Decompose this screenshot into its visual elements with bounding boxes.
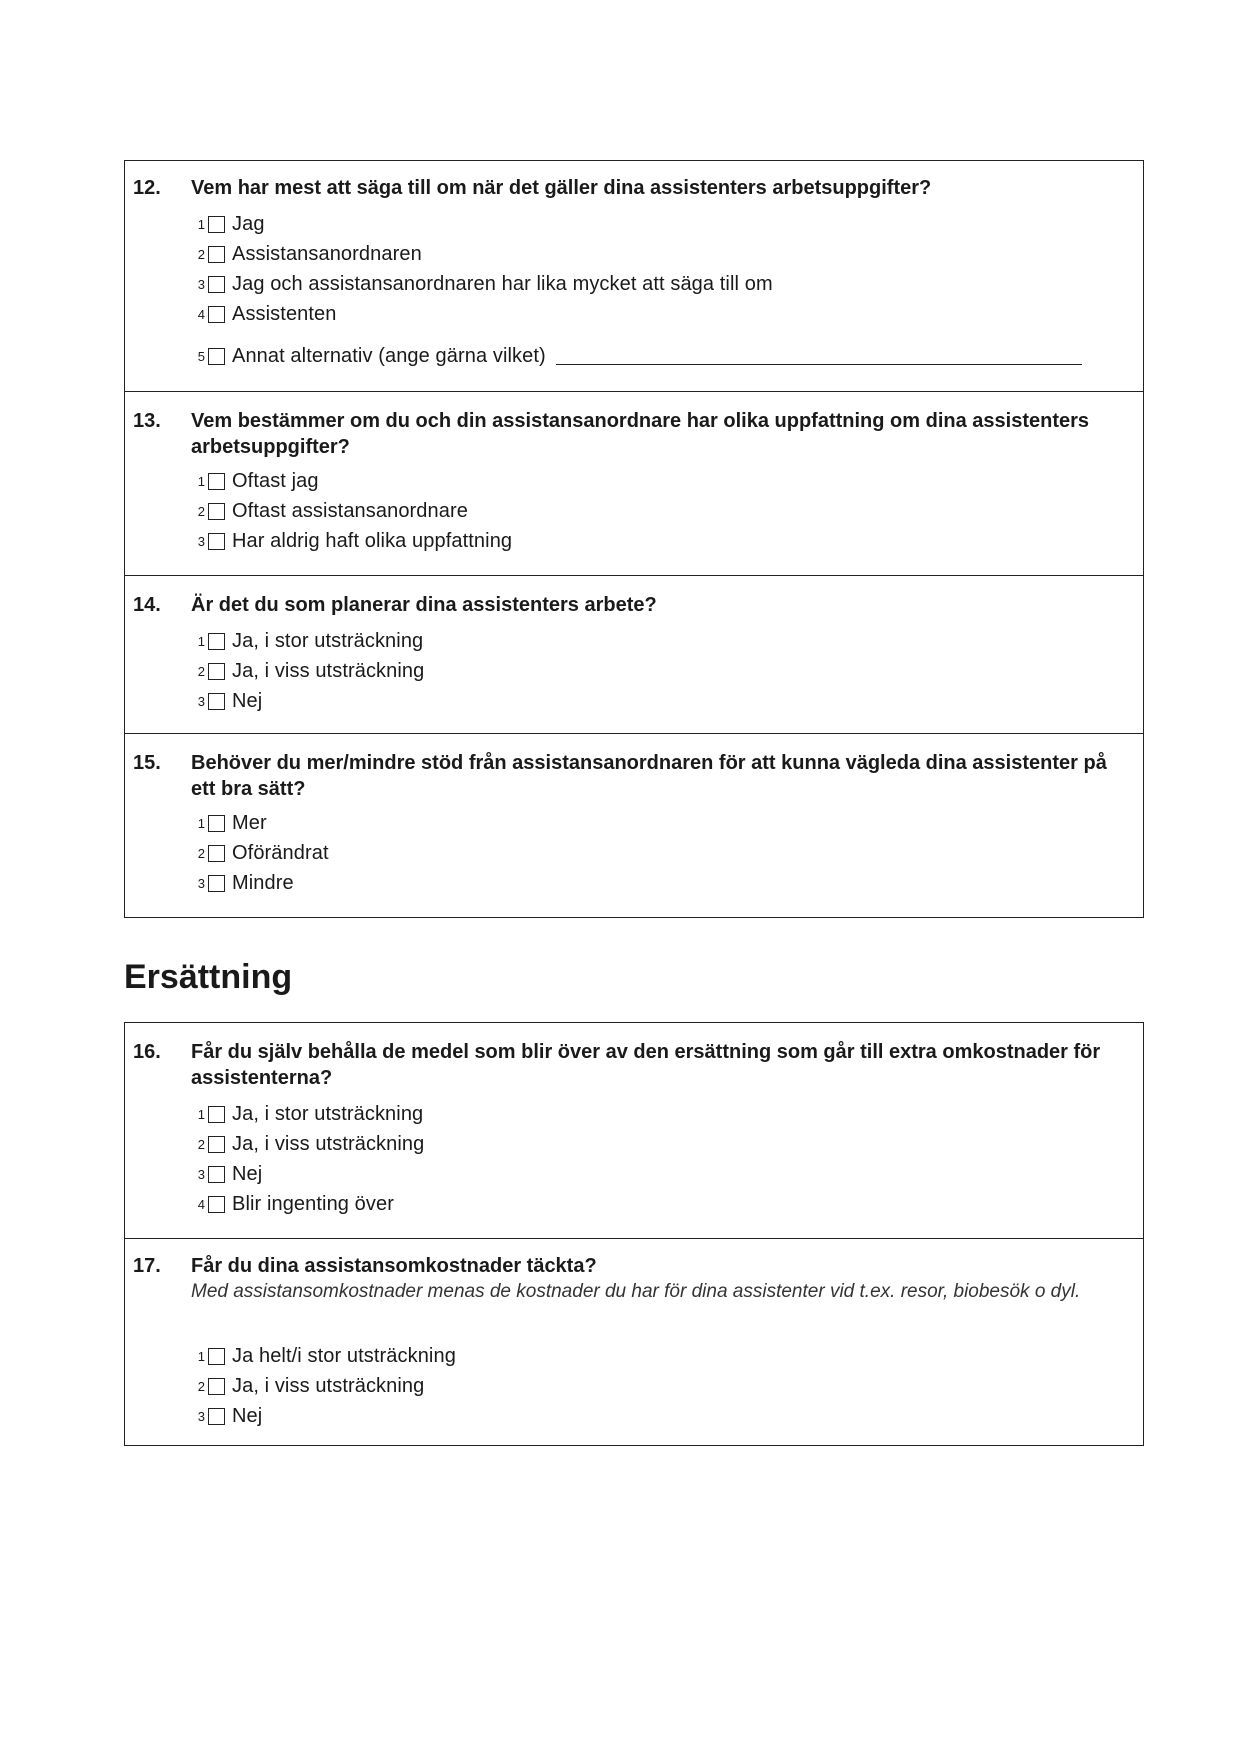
option-number: 4 <box>197 1196 205 1212</box>
option-number: 3 <box>197 533 205 549</box>
option-label: Oftast jag <box>232 469 319 492</box>
option-row <box>191 1131 424 1157</box>
checkbox[interactable] <box>208 1106 225 1123</box>
checkbox[interactable] <box>208 246 225 263</box>
option-number: 1 <box>197 633 205 649</box>
option-label: Nej <box>232 689 263 712</box>
checkbox[interactable] <box>208 1166 225 1183</box>
option-row <box>191 1373 424 1399</box>
option-number: 3 <box>197 1166 205 1182</box>
option-number: 3 <box>197 875 205 891</box>
checkbox[interactable] <box>208 216 225 233</box>
option-label: Jag och assistansanordnaren har lika mycket att säga till om <box>232 272 773 295</box>
checkbox[interactable] <box>208 633 225 650</box>
option-number: 1 <box>197 1106 205 1122</box>
checkbox[interactable] <box>208 348 225 365</box>
checkbox[interactable] <box>208 815 225 832</box>
option-number: 1 <box>197 473 205 489</box>
checkbox[interactable] <box>208 1408 225 1425</box>
question-text: Är det du som planerar dina assistenters arbete? <box>191 594 657 616</box>
option-label: Ja helt/i stor utsträckning <box>232 1344 456 1367</box>
option-number: 2 <box>197 845 205 861</box>
option-number: 5 <box>197 348 205 364</box>
option-number: 2 <box>197 1378 205 1394</box>
option-row <box>191 528 512 554</box>
checkbox[interactable] <box>208 473 225 490</box>
option-row <box>191 840 329 866</box>
question-number: 14. <box>133 594 161 616</box>
other-answer-line[interactable] <box>556 348 1082 365</box>
option-number: 3 <box>197 1408 205 1424</box>
option-label: Oftast assistansanordnare <box>232 499 468 522</box>
option-row <box>191 271 773 297</box>
question-text: Vem har mest att säga till om när det gäller dina assistenters arbetsuppgifter? <box>191 177 932 199</box>
question-text: Behöver du mer/mindre stöd från assistansanordnaren för att kunna vägleda dina assistenter på ett bra sätt? <box>191 752 1107 800</box>
option-row <box>191 211 265 237</box>
question-16 <box>125 1023 1143 1239</box>
option-row <box>191 628 423 654</box>
option-number: 4 <box>197 306 205 322</box>
checkbox[interactable] <box>208 663 225 680</box>
option-label: Annat alternativ (ange gärna vilket) <box>232 344 546 367</box>
question-number: 16. <box>133 1041 161 1063</box>
option-label: Mer <box>232 811 267 834</box>
option-number: 2 <box>197 246 205 262</box>
option-row <box>191 688 262 714</box>
checkbox[interactable] <box>208 533 225 550</box>
option-row <box>191 658 424 684</box>
checkbox[interactable] <box>208 276 225 293</box>
option-row <box>191 810 267 836</box>
question-13 <box>125 392 1143 576</box>
option-label: Oförändrat <box>232 841 329 864</box>
checkbox[interactable] <box>208 306 225 323</box>
option-number: 2 <box>197 503 205 519</box>
option-label: Har aldrig haft olika uppfattning <box>232 529 513 552</box>
option-number: 2 <box>197 663 205 679</box>
question-text: Får du dina assistansomkostnader täckta? <box>191 1255 597 1277</box>
option-row <box>191 343 1082 369</box>
option-label: Assistenten <box>232 302 337 325</box>
option-number: 1 <box>197 216 205 232</box>
checkbox[interactable] <box>208 1378 225 1395</box>
checkbox[interactable] <box>208 503 225 520</box>
option-label: Nej <box>232 1404 263 1427</box>
question-number: 13. <box>133 410 161 432</box>
option-label: Ja, i stor utsträckning <box>232 1102 424 1125</box>
checkbox[interactable] <box>208 1348 225 1365</box>
question-14 <box>125 576 1143 734</box>
question-text: Vem bestämmer om du och din assistansanordnare har olika uppfattning om dina assistenters arbetsuppgifter? <box>191 410 1090 458</box>
option-label: Ja, i viss utsträckning <box>232 1374 425 1397</box>
option-row <box>191 498 468 524</box>
option-number: 3 <box>197 276 205 292</box>
option-label: Blir ingenting över <box>232 1192 394 1215</box>
option-number: 2 <box>197 1136 205 1152</box>
question-17 <box>125 1239 1143 1445</box>
question-number: 15. <box>133 752 161 774</box>
option-label: Ja, i viss utsträckning <box>232 659 425 682</box>
checkbox[interactable] <box>208 1196 225 1213</box>
option-label: Assistansanordnaren <box>232 242 422 265</box>
question-12 <box>125 161 1143 392</box>
option-number: 3 <box>197 693 205 709</box>
question-note: Med assistansomkostnader menas de kostnader du har för dina assistenter vid t.ex. resor, biobesök o dyl. <box>191 1281 1081 1302</box>
option-row <box>191 468 319 494</box>
option-row <box>191 1403 262 1429</box>
checkbox[interactable] <box>208 693 225 710</box>
checkbox[interactable] <box>208 875 225 892</box>
option-row <box>191 870 294 896</box>
option-row <box>191 241 422 267</box>
option-row <box>191 301 337 327</box>
questions-box-1 <box>124 160 1144 918</box>
question-text: Får du själv behålla de medel som blir över av den ersättning som går till extra omkostnader för assistenterna? <box>191 1041 1101 1089</box>
option-label: Ja, i stor utsträckning <box>232 629 424 652</box>
option-label: Jag <box>232 212 265 235</box>
option-label: Mindre <box>232 871 294 894</box>
option-row <box>191 1343 456 1369</box>
question-15 <box>125 734 1143 917</box>
option-row <box>191 1191 394 1217</box>
questions-box-2 <box>124 1022 1144 1446</box>
option-number: 1 <box>197 1348 205 1364</box>
question-number: 12. <box>133 177 161 199</box>
checkbox[interactable] <box>208 1136 225 1153</box>
option-row <box>191 1101 423 1127</box>
option-label: Nej <box>232 1162 263 1185</box>
checkbox[interactable] <box>208 845 225 862</box>
option-number: 1 <box>197 815 205 831</box>
section-heading: Ersättning <box>124 958 293 996</box>
option-label: Ja, i viss utsträckning <box>232 1132 425 1155</box>
option-row <box>191 1161 262 1187</box>
question-number: 17. <box>133 1255 161 1277</box>
